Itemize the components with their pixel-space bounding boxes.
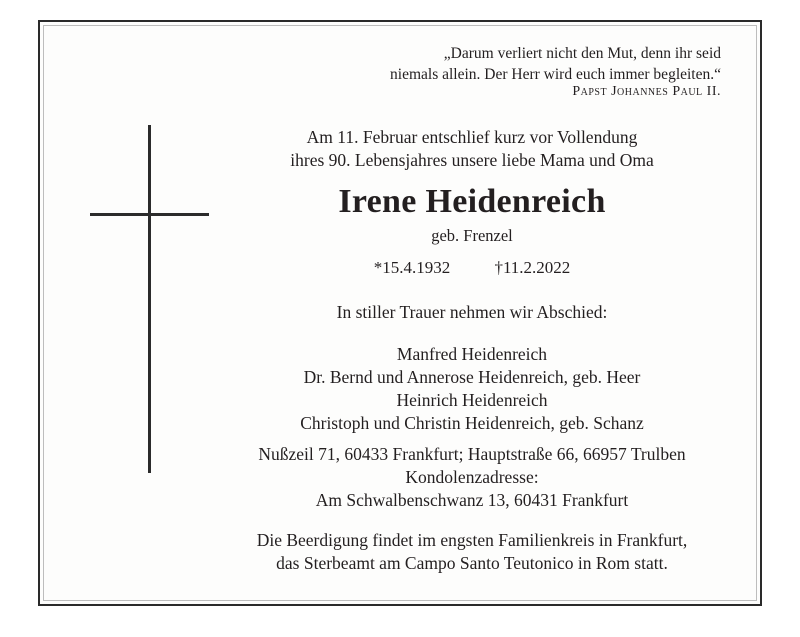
- intro-text: [212, 126, 732, 172]
- mourner: Dr. Bernd und Annerose Heidenreich, geb. Heer: [303, 367, 641, 387]
- intro-line-2: ihres 90. Lebensjahres unsere liebe Mama und Oma: [290, 150, 654, 170]
- quote: [201, 43, 721, 85]
- intro-line-1: Am 11. Februar entschlief kurz vor Vollendung: [306, 127, 638, 147]
- deceased-name: Irene Heidenreich: [338, 183, 606, 220]
- funeral-line-1: Die Beerdigung findet im engsten Familienkreis in Frankfurt,: [256, 530, 688, 550]
- death-date: †11.2.2022: [494, 258, 571, 277]
- cross-icon: [148, 125, 151, 473]
- condolence-address: Am Schwalbenschwanz 13, 60431 Frankfurt: [315, 490, 629, 510]
- funeral-info: [212, 529, 732, 575]
- mourner: Heinrich Heidenreich: [396, 390, 548, 410]
- maiden-name: geb. Frenzel: [431, 226, 513, 245]
- obituary-frame: [38, 20, 762, 606]
- life-dates: [212, 258, 732, 278]
- address-line-1: Nußzeil 71, 60433 Frankfurt; Hauptstraße 66, 66957 Trulben: [258, 444, 686, 464]
- mourner: Christoph und Christin Heidenreich, geb. Schanz: [300, 413, 644, 433]
- address-block: [212, 443, 732, 512]
- mourners-list: [212, 343, 732, 435]
- quote-line-2: niemals allein. Der Herr wird euch immer begleiten.“: [390, 66, 721, 83]
- birth-date: *15.4.1932: [373, 258, 451, 277]
- funeral-line-2: das Sterbeamt am Campo Santo Teutonico in Rom statt.: [276, 553, 668, 573]
- mourner: Manfred Heidenreich: [396, 344, 548, 364]
- farewell-text: In stiller Trauer nehmen wir Abschied:: [336, 302, 608, 322]
- quote-author: Papst Johannes Paul II.: [572, 84, 721, 99]
- quote-line-1: „Darum verliert nicht den Mut, denn ihr seid: [443, 45, 721, 62]
- condolence-label: Kondolenzadresse:: [405, 467, 539, 487]
- cross-crossbar: [90, 213, 209, 216]
